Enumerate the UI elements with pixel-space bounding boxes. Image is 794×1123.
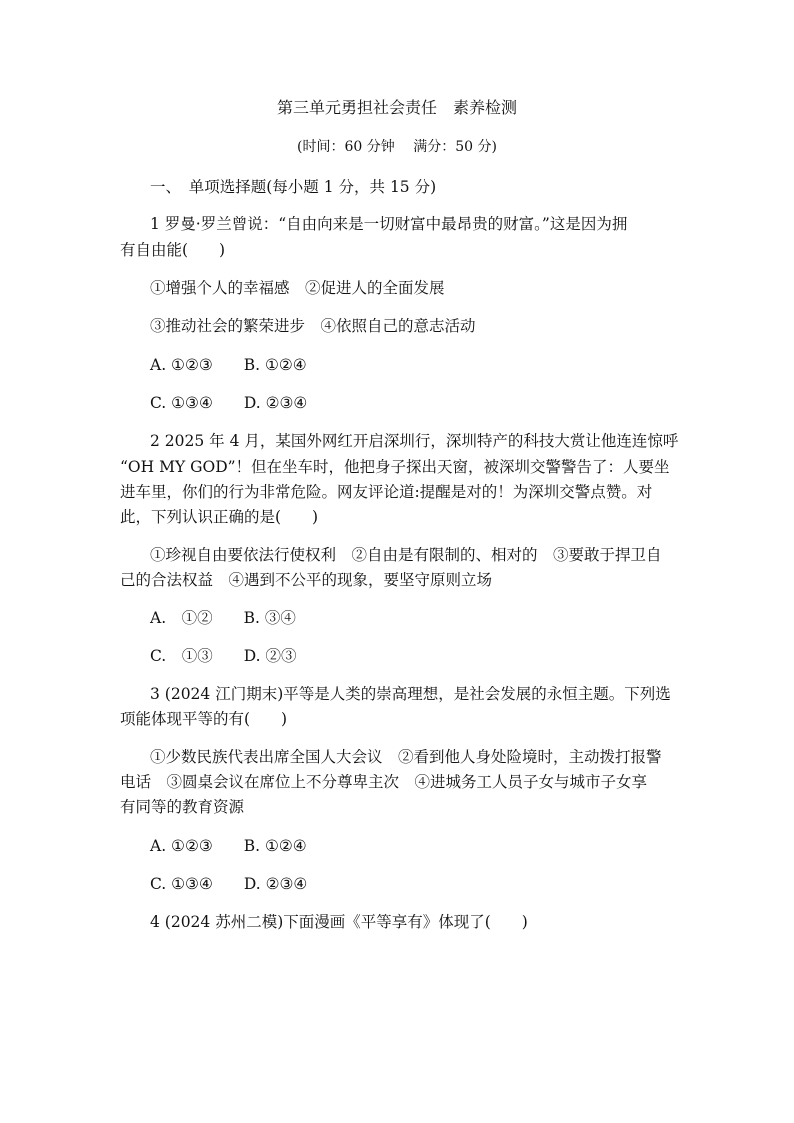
question-3-options-1: ①少数民族代表出席全国人大会议 ②看到他人身处险境时，主动拨打报警 <box>150 748 662 766</box>
question-1-answers-1: A. ①②③ B. ①②④ <box>150 356 307 374</box>
question-2-options-2: 己的合法权益 ④遇到不公平的现象，要坚守原则立场 <box>120 571 493 589</box>
question-3-answers-1: A. ①②③ B. ①②④ <box>150 837 307 855</box>
question-3-line-2: 项能体现平等的有( ) <box>120 710 288 728</box>
question-2-answers-1: A. ①② B. ③④ <box>150 609 296 627</box>
question-2-line-3: 进车里，你们的行为非常危险。网友评论道:提醒是对的！为深圳交警点赞。对 <box>120 483 653 501</box>
exam-meta: (时间：60 分钟 满分：50 分) <box>297 139 497 155</box>
question-1-answers-2: C. ①③④ D. ②③④ <box>150 394 308 412</box>
question-3-options-2: 电话 ③圆桌会议在席位上不分尊卑主次 ④进城务工人员子女与城市子女享 <box>120 773 648 791</box>
question-1-line-2: 有自由能( ) <box>120 241 226 259</box>
question-4-line-1: 4 (2024 苏州二模)下面漫画《平等享有》体现了( ) <box>150 913 528 931</box>
question-2-options-1: ①珍视自由要依法行使权利 ②自由是有限制的、相对的 ③要敢于捍卫自 <box>150 546 662 564</box>
question-3-options-3: 有同等的教育资源 <box>120 798 245 816</box>
question-2-line-2: “OH MY GOD”！但在坐车时，他把身子探出天窗，被深圳交警警告了：人要坐 <box>120 458 670 476</box>
question-1-line-1: 1 罗曼·罗兰曾说：“自由向来是一切财富中最昂贵的财富。”这是因为拥 <box>150 215 628 233</box>
question-2-line-4: 此，下列认识正确的是( ) <box>120 508 319 526</box>
question-3-answers-2: C. ①③④ D. ②③④ <box>150 875 308 893</box>
question-1-options-1: ①增强个人的幸福感 ②促进人的全面发展 <box>150 279 445 297</box>
section-heading: 一、 单项选择题(每小题 1 分，共 15 分) <box>150 178 437 196</box>
page-title: 第三单元勇担社会责任 素养检测 <box>276 98 517 117</box>
question-2-answers-2: C. ①③ D. ②③ <box>150 647 297 665</box>
question-1-options-2: ③推动社会的繁荣进步 ④依照自己的意志活动 <box>150 317 476 335</box>
question-2-line-1: 2 2025 年 4 月，某国外网红开启深圳行，深圳特产的科技大赏让他连连惊呼 <box>150 432 679 450</box>
question-3-line-1: 3 (2024 江门期末)平等是人类的崇高理想，是社会发展的永恒主题。下列选 <box>150 685 671 703</box>
